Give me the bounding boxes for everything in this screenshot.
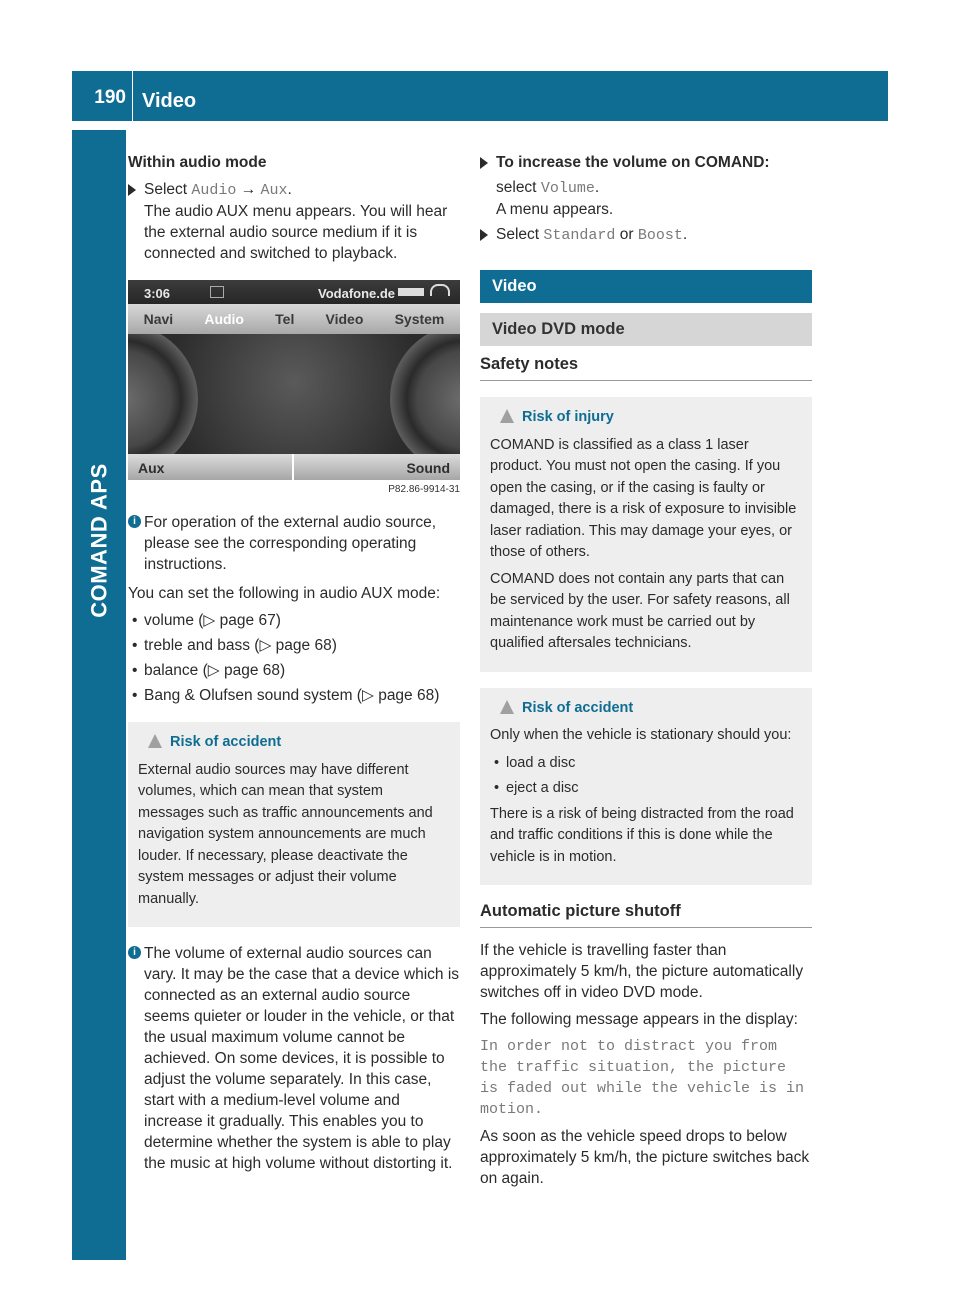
warning-box bbox=[128, 722, 460, 927]
warning-title bbox=[490, 698, 802, 720]
list-item: • volume (▷ page 67) bbox=[128, 610, 460, 631]
aux-menu-description: The audio AUX menu appears. You will hear the external audio source medium if it is connected and switched to playback. bbox=[144, 203, 448, 262]
info-text: The volume of external audio sources can vary. It may be the case that a device which is connected as an external audio source seems quieter or louder in the vehicle, or that the usual maximum volume cannot be achieved. On some devices, it is possible to adjust the volume separately. In this case, start with a medium-level volume and increase it gradually. This enables you to determine whether the system is able to play the music at high volume without distorting it. bbox=[144, 945, 460, 1172]
warning-title bbox=[138, 732, 450, 754]
select-aux-step bbox=[128, 179, 460, 264]
warning-text: COMAND does not contain any parts that can be serviced by the user. For safety reasons, all maintenance work must be carried out by qualified aftersales technicians. bbox=[490, 570, 790, 651]
section-title: Video bbox=[142, 90, 197, 112]
screen-sound-label: Sound bbox=[406, 460, 450, 476]
speaker-graphic bbox=[390, 334, 460, 454]
screen-aux-label: Aux bbox=[138, 460, 165, 476]
warning-triangle-icon bbox=[500, 700, 514, 714]
header-divider bbox=[132, 71, 133, 121]
screen-menu-audio: Audio bbox=[204, 310, 244, 327]
display-message: In order not to distract you from the traffic situation, the picture is faded out while the vehicle is in motion. bbox=[480, 1038, 805, 1118]
increase-volume-step bbox=[480, 152, 812, 173]
warning-title-text: Risk of injury bbox=[522, 409, 614, 425]
safety-notes-heading: Safety notes bbox=[480, 354, 812, 381]
screen-bottom-bar bbox=[128, 454, 460, 480]
within-audio-heading: Within audio mode bbox=[128, 154, 267, 171]
screen-carrier: Vodafone.de bbox=[318, 286, 396, 301]
shutoff-paragraph: As soon as the vehicle speed drops to below approximately 5 km/h, the picture switches back on again. bbox=[480, 1128, 810, 1187]
screen-display-area bbox=[128, 334, 460, 454]
warning-title bbox=[490, 407, 802, 429]
warning-title-text: Risk of accident bbox=[170, 734, 282, 750]
list-item: • treble and bass (▷ page 68) bbox=[128, 635, 460, 656]
screen-main-menu bbox=[128, 304, 460, 334]
screen-mode-icon bbox=[210, 286, 224, 298]
warning-triangle-icon bbox=[500, 409, 514, 423]
shutoff-paragraph: The following message appears in the display: bbox=[480, 1011, 798, 1028]
step-text: . bbox=[682, 226, 688, 243]
screen-menu-video: Video bbox=[325, 310, 364, 327]
info-note bbox=[128, 512, 460, 575]
page-header bbox=[72, 71, 888, 121]
right-column bbox=[480, 152, 812, 1195]
screen-bottom-divider bbox=[292, 454, 294, 480]
side-tab bbox=[72, 130, 126, 1260]
shutoff-paragraph: If the vehicle is travelling faster than approximately 5 km/h, the picture automatically switches off in video DVD mode. bbox=[480, 942, 804, 1001]
list-item: • eject a disc bbox=[490, 778, 802, 800]
warning-text: There is a risk of being distracted from the road and traffic conditions if this is done while the vehicle is in motion. bbox=[490, 805, 794, 865]
info-icon: i bbox=[128, 946, 141, 959]
dvd-mode-bar: Video DVD mode bbox=[480, 313, 812, 346]
warning-text: External audio sources may have different volumes, which can mean that system messages such as traffic announcements and navigation system announcements are much louder. If necessary, please deactivate the system messages or adjust their volume manually. bbox=[138, 761, 433, 907]
left-column bbox=[128, 152, 460, 1182]
select-volume-step bbox=[480, 177, 812, 220]
step-arrow-icon bbox=[480, 157, 488, 169]
select-standard-boost-step bbox=[480, 224, 812, 246]
accident-warning-box bbox=[480, 688, 812, 886]
screen-menu-navi: Navi bbox=[143, 310, 174, 327]
step-text: . bbox=[594, 179, 600, 196]
step-text: select bbox=[496, 179, 541, 196]
video-section-bar: Video bbox=[480, 270, 812, 303]
warning-text: COMAND is classified as a class 1 laser product. You must not open the casing. If you open the casing, or if the casing is faulty or damaged, there is a risk of exposure to invisible laser radiation. This may damage your eyes, or those of others. bbox=[490, 436, 797, 560]
aux-settings-list bbox=[128, 610, 460, 706]
figure-code: P82.86-9914-31 bbox=[128, 480, 460, 500]
side-tab-label: COMAND APS bbox=[86, 463, 112, 618]
step-text: Select bbox=[496, 226, 544, 243]
step-text: Select bbox=[144, 181, 192, 198]
injury-warning-box bbox=[480, 397, 812, 672]
warning-triangle-icon bbox=[148, 734, 162, 748]
audio-menu-ref: Audio bbox=[191, 182, 237, 199]
list-item: • balance (▷ page 68) bbox=[128, 660, 460, 681]
volume-menu-ref: Volume bbox=[540, 180, 595, 197]
aux-menu-ref: Aux bbox=[260, 182, 288, 199]
warning-title-text: Risk of accident bbox=[522, 699, 634, 716]
menu-appears-text: A menu appears. bbox=[496, 201, 614, 218]
screen-clock: 3:06 bbox=[144, 286, 171, 301]
screen-status-bar bbox=[128, 280, 460, 304]
step-arrow-icon bbox=[128, 184, 136, 196]
step-text: . bbox=[287, 181, 292, 198]
step-arrow-icon bbox=[480, 229, 488, 241]
list-item: • load a disc bbox=[490, 753, 802, 775]
info-note bbox=[128, 943, 460, 1174]
page-number: 190 bbox=[94, 87, 126, 108]
speaker-graphic bbox=[128, 334, 198, 454]
step-text: or bbox=[615, 226, 638, 243]
screen-menu-tel: Tel bbox=[275, 310, 295, 327]
info-text: For operation of the external audio source, please see the corresponding operating instructions. bbox=[144, 514, 437, 573]
phone-icon bbox=[430, 284, 450, 296]
comand-screenshot bbox=[128, 280, 460, 500]
step-text: → bbox=[236, 181, 261, 198]
list-item: • Bang & Olufsen sound system (▷ page 68) bbox=[128, 685, 460, 706]
standard-option-ref: Standard bbox=[543, 227, 616, 244]
signal-strength-icon bbox=[398, 288, 424, 296]
auto-shutoff-heading: Automatic picture shutoff bbox=[480, 901, 812, 928]
screen-menu-system: System bbox=[394, 310, 445, 327]
info-icon: i bbox=[128, 515, 141, 528]
warning-text: Only when the vehicle is stationary should you: bbox=[490, 727, 792, 743]
disc-actions-list bbox=[490, 753, 802, 800]
boost-option-ref: Boost bbox=[637, 227, 683, 244]
aux-settings-intro: You can set the following in audio AUX mode: bbox=[128, 585, 441, 602]
step-heading: To increase the volume on COMAND: bbox=[496, 154, 770, 171]
